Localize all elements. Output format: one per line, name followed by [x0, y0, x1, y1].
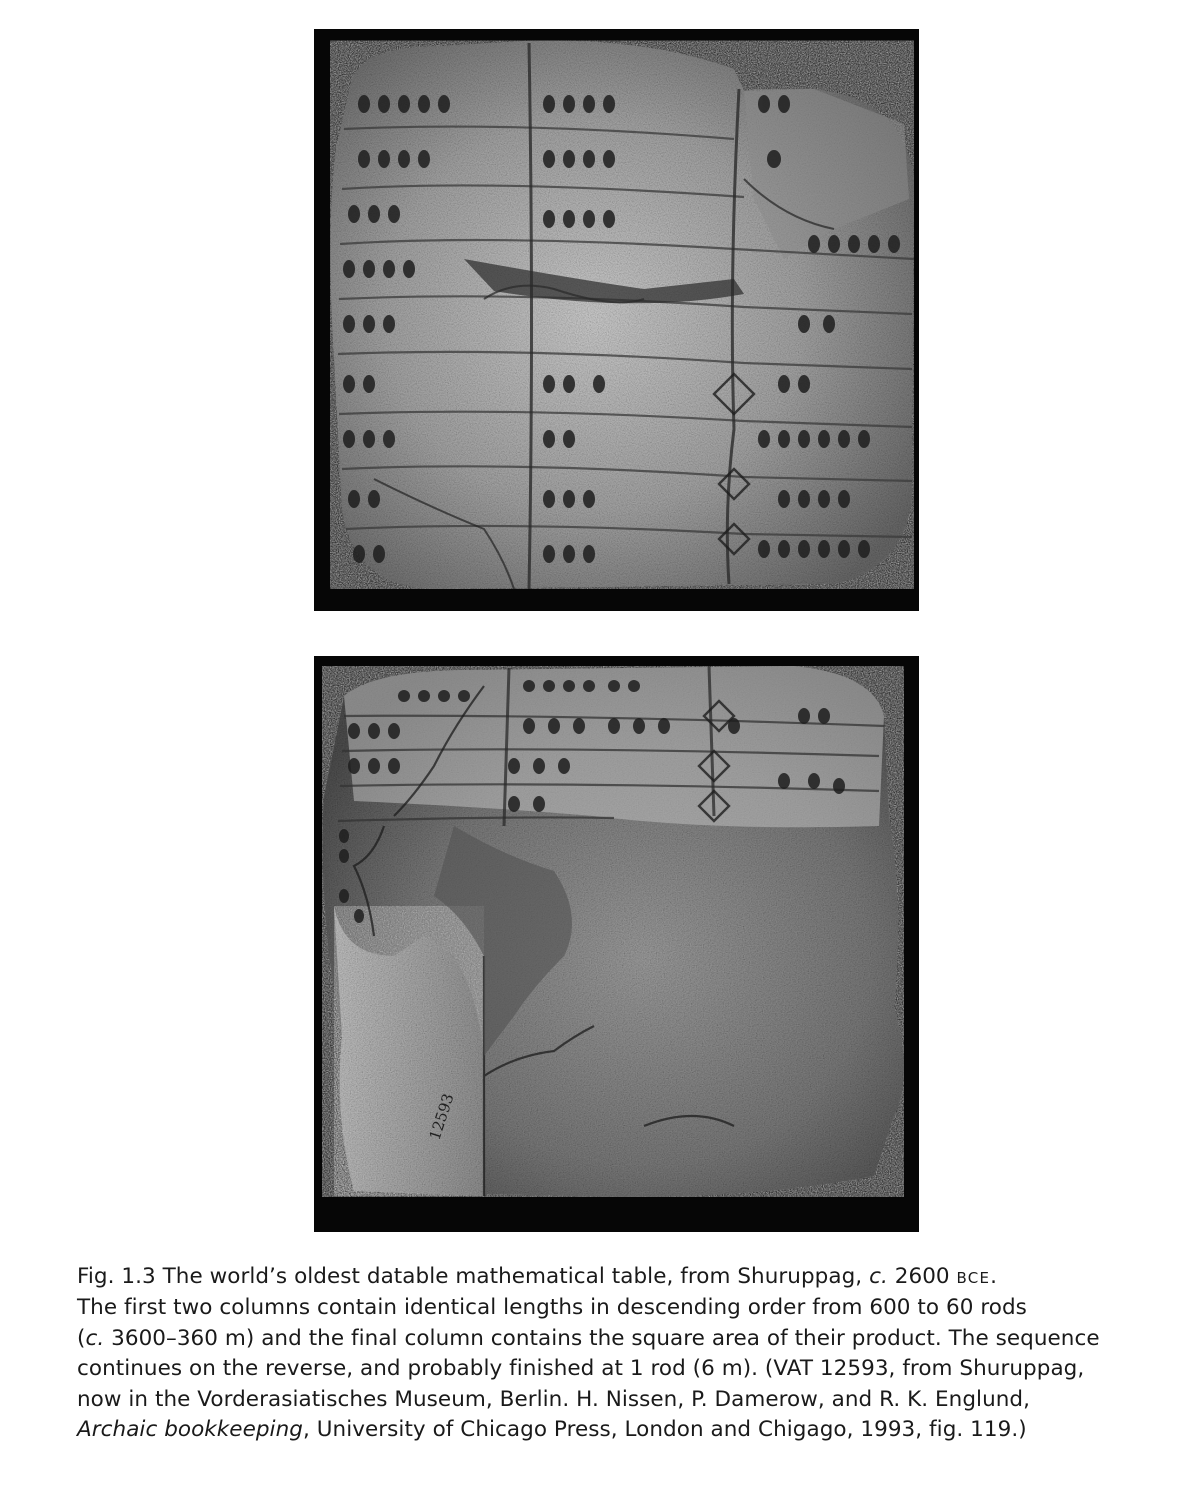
caption-line-2: The first two columns contain identical lengths in descending order from 600 to 60 rods — [77, 1295, 1027, 1321]
tablet-obverse-photo — [314, 29, 919, 611]
figure-caption — [77, 1262, 1162, 1445]
caption-line-1: Fig. 1.3 The world’s oldest datable mathematical table, from Shuruppag, c. 2600 BCE. — [77, 1264, 998, 1289]
tablet-reverse-photo — [314, 656, 919, 1232]
caption-line-3: (c. 3600–360 m) and the final column contains the square area of their product. The sequence — [77, 1325, 1100, 1351]
book-title: Archaic bookkeeping — [77, 1417, 303, 1443]
tablet-reverse-image — [314, 656, 919, 1232]
caption-line-6: Archaic bookkeeping, University of Chicago Press, London and Chigago, 1993, fig. 119.) — [77, 1417, 1027, 1443]
caption-line-4: continues on the reverse, and probably finished at 1 rod (6 m). (VAT 12593, from Shuruppag, — [77, 1356, 1085, 1382]
tablet-obverse-image — [314, 29, 919, 611]
handwritten-museum-number: 12593 — [425, 1091, 458, 1143]
caption-line-5: now in the Vorderasiatisches Museum, Berlin. H. Nissen, P. Damerow, and R. K. Englund, — [77, 1386, 1031, 1412]
figure-label: Fig. 1.3 — [77, 1264, 156, 1289]
